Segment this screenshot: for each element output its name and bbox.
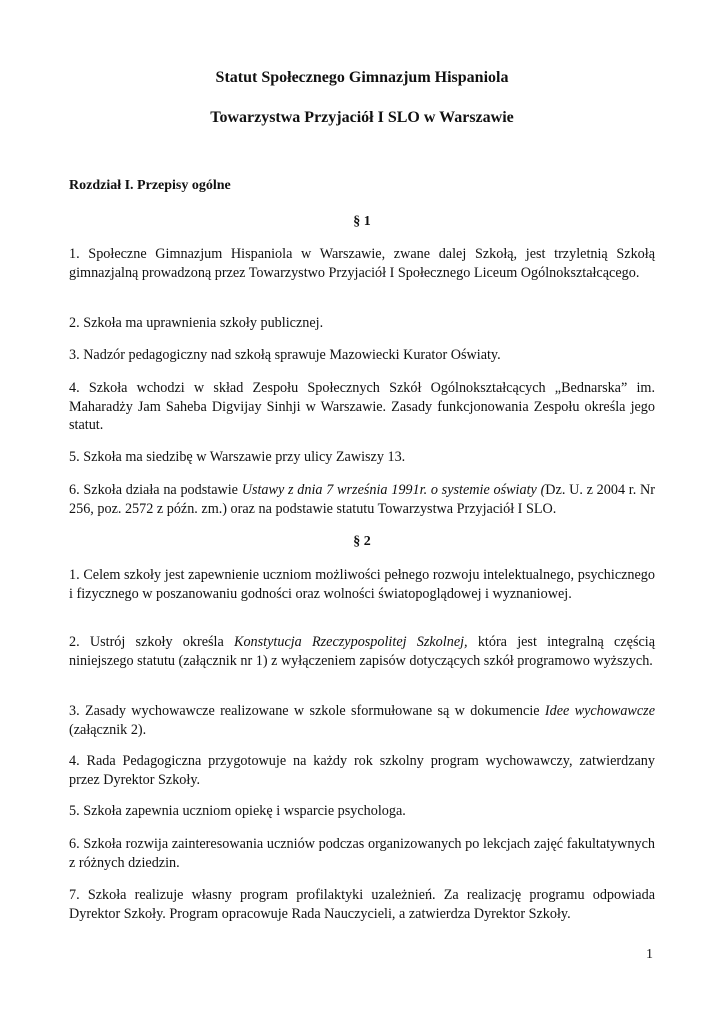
paragraph-1-1: 1. Społeczne Gimnazjum Hispaniola w Warszawie, zwane dalej Szkołą, jest trzyletnią Szkołą gimnazjalną prowadzoną przez Towarzystwo Przyjaciół I Społecznego Liceum Ogólnokształcącego. — [69, 246, 655, 281]
paragraph-2-3-text-italic: Idee wychowawcze — [544, 703, 656, 719]
paragraph-2-3-text-before: 3. Zasady wychowawcze realizowane w szkole sformułowane są w dokumencie — [69, 703, 545, 719]
paragraph-1-6-text-before: 6. Szkoła działa na podstawie — [69, 482, 242, 498]
paragraph-2-3-text-after: (załącznik 2). — [69, 721, 147, 738]
section-heading-2: § 2 — [353, 534, 371, 549]
paragraph-2-6: 6. Szkoła rozwija zainteresowania uczniów podczas organizowanych po lekcjach zajęć fakultatywnych z różnych dziedzin. — [69, 836, 655, 871]
paragraph-2-7: 7. Szkoła realizuje własny program profilaktyki uzależnień. Za realizację programu odpowiada Dyrektor Szkoły. Program opracowuje Rada Nauczycieli, a zatwierdza Dyrektor Szkoły. — [69, 887, 655, 922]
paragraph-2-2-text-before: 2. Ustrój szkoły określa — [69, 634, 234, 650]
paragraph-2-3 — [69, 702, 655, 739]
paragraph-1-3: 3. Nadzór pedagogiczny nad szkołą sprawuje Mazowiecki Kurator Oświaty. — [69, 347, 501, 363]
paragraph-1-6-text-italic: Ustawy z dnia 7 września 1991r. o systemie oświaty ( — [241, 482, 546, 498]
chapter-heading: Rozdział I. Przepisy ogólne — [69, 178, 231, 193]
document-title-line1: Statut Społecznego Gimnazjum Hispaniola — [215, 69, 509, 86]
paragraph-2-2-text-after: która jest integralną częścią niniejszego statutu (załącznik nr 1) z wyłączeniem zapisów dotyczących szkół programowo wyższych. — [69, 634, 656, 669]
paragraph-1-6-text-after: Dz. U. z 2004 r. Nr 256, poz. 2572 z późn. zm.) oraz na podstawie statutu Towarzystwa Przyjaciół I SLO. — [69, 482, 655, 517]
paragraph-1-2: 2. Szkoła ma uprawnienia szkoły publicznej. — [69, 315, 324, 331]
paragraph-1-4: 4. Szkoła wchodzi w skład Zespołu Społecznych Szkół Ogólnokształcących „Bednarska” im. Maharadży Jam Saheba Digvijay Sinhji w Warszawie. Zasady funkcjonowania Zespołu określa jego statut. — [69, 380, 655, 433]
paragraph-2-4: 4. Rada Pedagogiczna przygotowuje na każdy rok szkolny program wychowawczy, zatwierdzany przez Dyrektor Szkoły. — [69, 753, 655, 788]
paragraph-2-2-text-italic: Konstytucja Rzeczypospolitej Szkolnej, — [234, 634, 468, 650]
paragraph-2-2 — [69, 633, 655, 670]
page-number: 1 — [646, 947, 653, 962]
document-title-line2: Towarzystwa Przyjaciół I SLO w Warszawie — [210, 109, 514, 126]
paragraph-1-5: 5. Szkoła ma siedzibę w Warszawie przy ulicy Zawiszy 13. — [69, 449, 406, 465]
section-heading-1: § 1 — [353, 214, 371, 229]
paragraph-2-5: 5. Szkoła zapewnia uczniom opiekę i wsparcie psychologa. — [69, 803, 406, 819]
paragraph-1-6 — [69, 481, 655, 518]
paragraph-2-1: 1. Celem szkoły jest zapewnienie uczniom możliwości pełnego rozwoju intelektualnego, psychicznego i fizycznego w poszanowaniu godności oraz wolności światopoglądowej i wyznaniowej. — [69, 567, 655, 602]
